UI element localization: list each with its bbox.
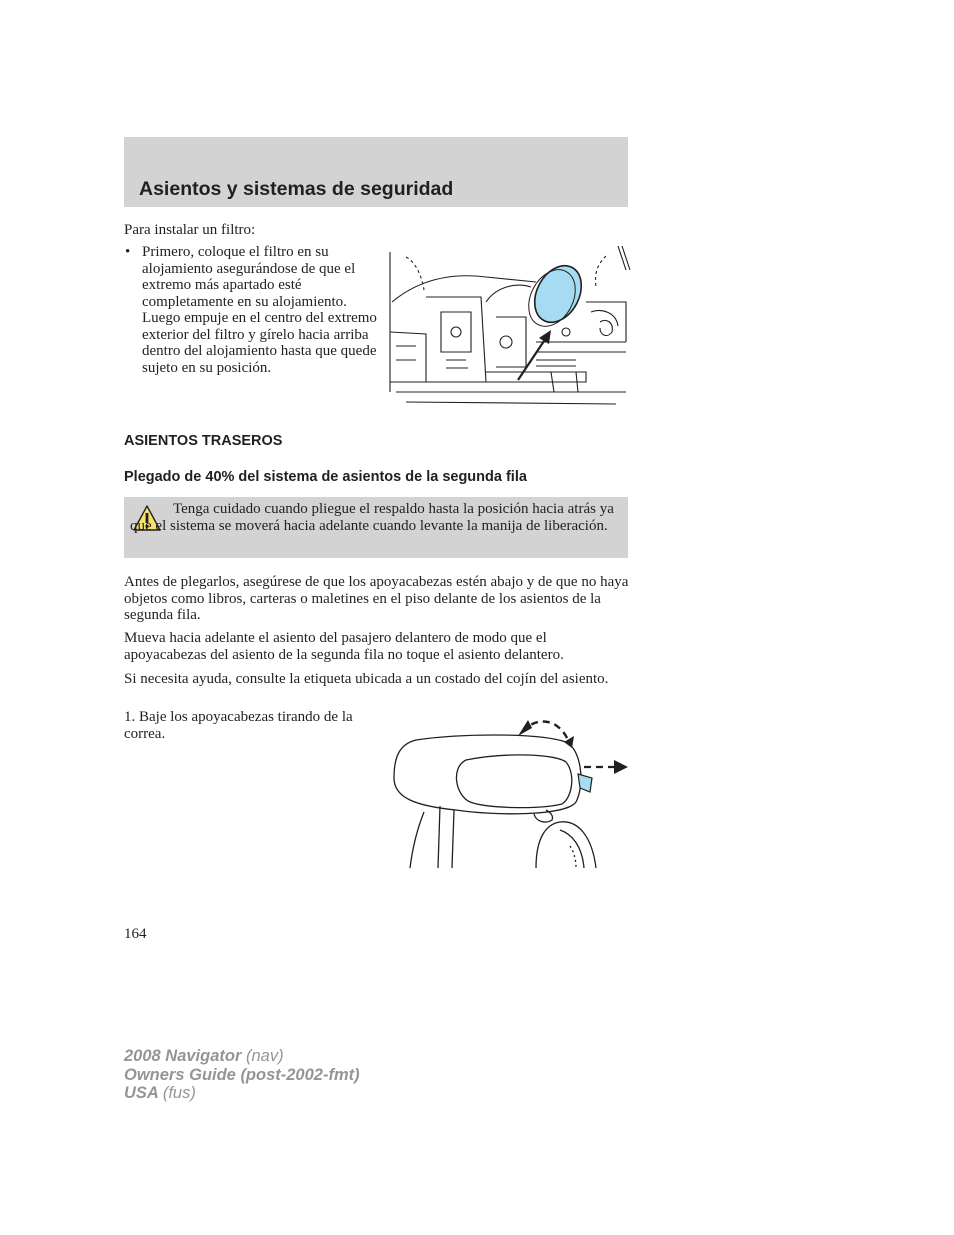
footer-market-code: (fus) — [162, 1084, 196, 1102]
warning-text: Tenga cuidado cuando pliegue el respaldo hasta la posición hacia atrás ya que el sistema se moverá hacia adelante cuando levante la manija de liberación. — [130, 501, 614, 534]
section-title: Asientos y sistemas de seguridad — [139, 178, 454, 200]
footer-line-2: Owners Guide (post-2002-fmt) — [124, 1065, 360, 1084]
document-footer — [124, 1047, 360, 1103]
footer-line-1 — [124, 1047, 360, 1066]
bullet-text: Primero, coloque el filtro en su alojamiento asegurándose de que el extremo más apartado esté completamente en su alojamiento. Luego empuje en el centro del extremo exterior del filtro y gírelo hacia arriba dentro del alojamiento hasta que quede sujeto en su posición. — [142, 244, 377, 376]
page-number: 164 — [124, 926, 147, 942]
warning-box — [124, 497, 628, 558]
footer-model-code: (nav) — [246, 1047, 284, 1065]
headrest-illustration — [386, 712, 632, 872]
step-text: 1. Baje los apoyacabezas tirando de la correa. — [124, 709, 353, 742]
paragraph: Mueva hacia adelante el asiento del pasajero delantero de modo que el apoyacabezas del asiento de la segunda fila no toque el asiento delantero. — [124, 630, 564, 663]
sub-heading: Plegado de 40% del sistema de asientos de la segunda fila — [124, 469, 527, 485]
footer-market: USA — [124, 1084, 159, 1102]
paragraph: Si necesita ayuda, consulte la etiqueta ubicada a un costado del cojín del asiento. — [124, 671, 609, 687]
bullet-marker: • — [125, 244, 131, 260]
section-heading: ASIENTOS TRASEROS — [124, 433, 283, 449]
section-header-band — [124, 137, 628, 207]
footer-line-3 — [124, 1084, 360, 1103]
intro-text: Para instalar un filtro: — [124, 222, 256, 238]
cabin-air-filter-illustration — [386, 242, 632, 412]
footer-model: 2008 Navigator — [124, 1047, 242, 1065]
paragraph: Antes de plegarlos, asegúrese de que los apoyacabezas estén abajo y de que no haya objetos como libros, carteras o maletines en el piso delante de los asientos de la segunda fila. — [124, 574, 629, 623]
